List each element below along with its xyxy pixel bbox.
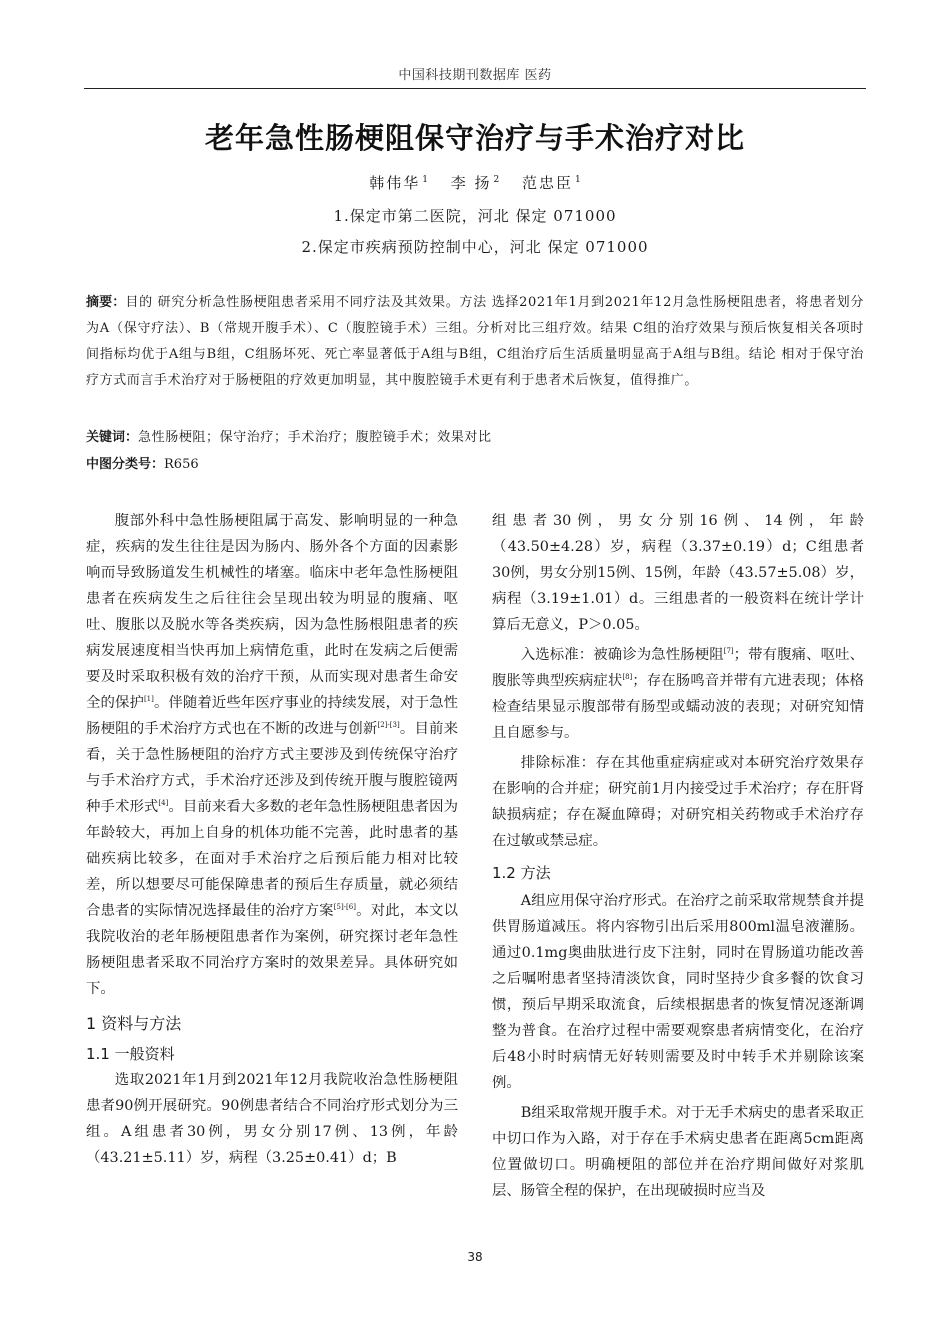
- author-list: [0, 172, 950, 193]
- citation-ref: [1]: [143, 695, 154, 703]
- author-name: 韩伟华: [369, 174, 421, 192]
- intro-paragraph: [86, 508, 458, 1002]
- body-text: 。目前来看大多数的老年急性肠梗阻患者因为年龄较大，再加上自身的机体功能不完善，此时患者的基础疾病比较多，在面对手术治疗之后预后能力相对比较差，所以想要尽可能保障患者的预后生存质量，就必须结合患者的实际情况选择最佳的治疗方案: [86, 799, 458, 919]
- keywords: [86, 426, 864, 450]
- author: [369, 174, 428, 192]
- section-heading: 1 资料与方法: [86, 1014, 182, 1033]
- abstract-label: 摘要：: [86, 295, 126, 310]
- general-data-continued: 组患者30例，男女分别16例、14例，年龄（43.50±4.28）岁，病程（3.37±0.19）d；C组患者30例，男女分别15例、15例，年龄（43.57±5.08）岁，病程（3.19±1.01）d。三组患者的一般资料在统计学计算后无意义，P＞0.05。: [492, 513, 864, 633]
- page-number: 38: [467, 1250, 483, 1264]
- citation-ref: [4]: [158, 799, 169, 807]
- citation-ref: [8]: [622, 673, 633, 681]
- classification-label: 中图分类号：: [86, 457, 165, 472]
- author-name: 范忠臣: [522, 174, 574, 192]
- right-column: [492, 508, 864, 1204]
- abstract: [86, 290, 864, 394]
- classification-value: R656: [164, 457, 199, 472]
- body-text: ；带有腹痛、呕吐、腹胀等典型疾病症状: [492, 647, 864, 689]
- header-rule: [84, 88, 866, 89]
- body-text: 腹部外科中急性肠梗阻属于高发、影响明显的一种急症，疾病的发生往往是因为肠内、肠外各个方面的因素影响而导致肠道发生机械性的堵塞。临床中老年急性肠梗阻患者在疾病发生之后往往会呈现出较为明显的腹痛、呕吐、腹胀以及脱水等各类疾病，因为急性肠根阻患者的疾病发展速度相当快再加上病情危重，此时在发病之后便需要及时采取积极有效的治疗干预，从而实现对患者生命安全的保护: [86, 513, 458, 711]
- body-text: 。对此，本文以我院收治的老年肠梗阻患者作为案例，研究探讨老年急性肠梗阻患者采取不同治疗方案时的效果差异。具体研究如下。: [86, 903, 458, 997]
- author-affiliation-mark: 2: [493, 175, 500, 185]
- body-text: 。伴随着近些年医疗事业的持续发展，对于急性肠梗阻的手术治疗方式也在不断的改进与创新: [86, 695, 458, 737]
- author-name: 李 扬: [450, 174, 492, 192]
- method-group-a: A组应用保守治疗形式。在治疗之前采取常规禁食并提供胃肠道减压。将内容物引出后采用800ml温皂液灌肠。通过0.1mg奥曲肽进行皮下注射，同时在胃肠道功能改善之后嘱咐患者坚持清淡饮食，同时坚持少食多餐的饮食习惯，预后早期采取流食，后续根据患者的恢复情况逐渐调整为普食。在治疗过程中需要观察患者病情变化，在治疗后48小时时病情无好转则需要及时中转手术并剔除该案例。: [492, 893, 864, 1091]
- citation-ref: [7]: [723, 647, 734, 655]
- author: [451, 174, 500, 192]
- keywords-label: 关键词：: [86, 430, 139, 445]
- author: [522, 174, 581, 192]
- body-text: ；存在肠鸣音并带有亢进表现；体格检查结果显示腹部带有肠型或蠕动波的表现；对研究知情且自愿参与。: [492, 673, 864, 741]
- running-header: 中国科技期刊数据库 医药: [398, 68, 552, 83]
- classification-number: [86, 453, 864, 477]
- inclusion-criteria: [492, 642, 864, 746]
- citation-ref: [2]-[3]: [377, 721, 400, 729]
- general-data-paragraph: 选取2021年1月到2021年12月我院收治急性肠梗阻患者90例开展研究。90例患者结合不同治疗形式划分为三组。A组患者30例，男女分别17例、13例，年龄（43.21±5.11）岁，病程（3.25±0.41）d；B: [86, 1072, 458, 1166]
- subsection-heading: 1.2 方法: [492, 864, 551, 882]
- citation-ref: [5]-[6]: [333, 903, 356, 911]
- left-column: [86, 508, 458, 1171]
- affiliation-2: 2.保定市疾病预防控制中心，河北 保定 071000: [301, 238, 649, 256]
- exclusion-criteria: 排除标准：存在其他重症病症或对本研究治疗效果存在影响的合并症；研究前1月内接受过手术治疗；存在肝肾缺损病症；存在凝血障碍；对研究相关药物或手术治疗存在过敏或禁忌症。: [492, 755, 864, 849]
- subsection-heading: 1.1 一般资料: [86, 1045, 175, 1063]
- body-text: 。目前来看，关于急性肠梗阻的治疗方式主要涉及到传统保守治疗与手术治疗方式，手术治疗还涉及到传统开腹与腹腔镜两种手术形式: [86, 721, 458, 815]
- affiliation-1: 1.保定市第二医院，河北 保定 071000: [333, 207, 617, 225]
- body-text: 入选标准：被确诊为急性肠梗阻: [520, 647, 724, 663]
- author-affiliation-mark: 1: [422, 175, 428, 185]
- keywords-text: 急性肠梗阻；保守治疗；手术治疗；腹腔镜手术；效果对比: [138, 430, 492, 445]
- author-affiliation-mark: 1: [575, 175, 581, 185]
- abstract-text: 目的 研究分析急性肠梗阻患者采用不同疗法及其效果。方法 选择2021年1月到2021年12月急性肠梗阻患者，将患者划分为A（保守疗法）、B（常规开腹手术）、C（腹腔镜手术）三组。分析对比三组疗效。结果 C组的治疗效果与预后恢复相关各项时间指标均优于A组与B组，C组肠坏死、死亡率显著低于A组与B组，C组治疗后生活质量明显高于A组与B组。结论 相对于保守治疗方式而言手术治疗对于肠梗阻的疗效更加明显，其中腹腔镜手术更有利于患者术后恢复，值得推广。: [86, 295, 864, 388]
- paper-title: 老年急性肠梗阻保守治疗与手术治疗对比: [204, 121, 745, 155]
- method-group-b: B组采取常规开腹手术。对于无手术病史的患者采取正中切口作为入路，对于存在手术病史患者在距离5cm距离位置做切口。明确梗阻的部位并在治疗期间做好对浆肌层、肠管全程的保护，在出现破损时应当及: [492, 1105, 864, 1199]
